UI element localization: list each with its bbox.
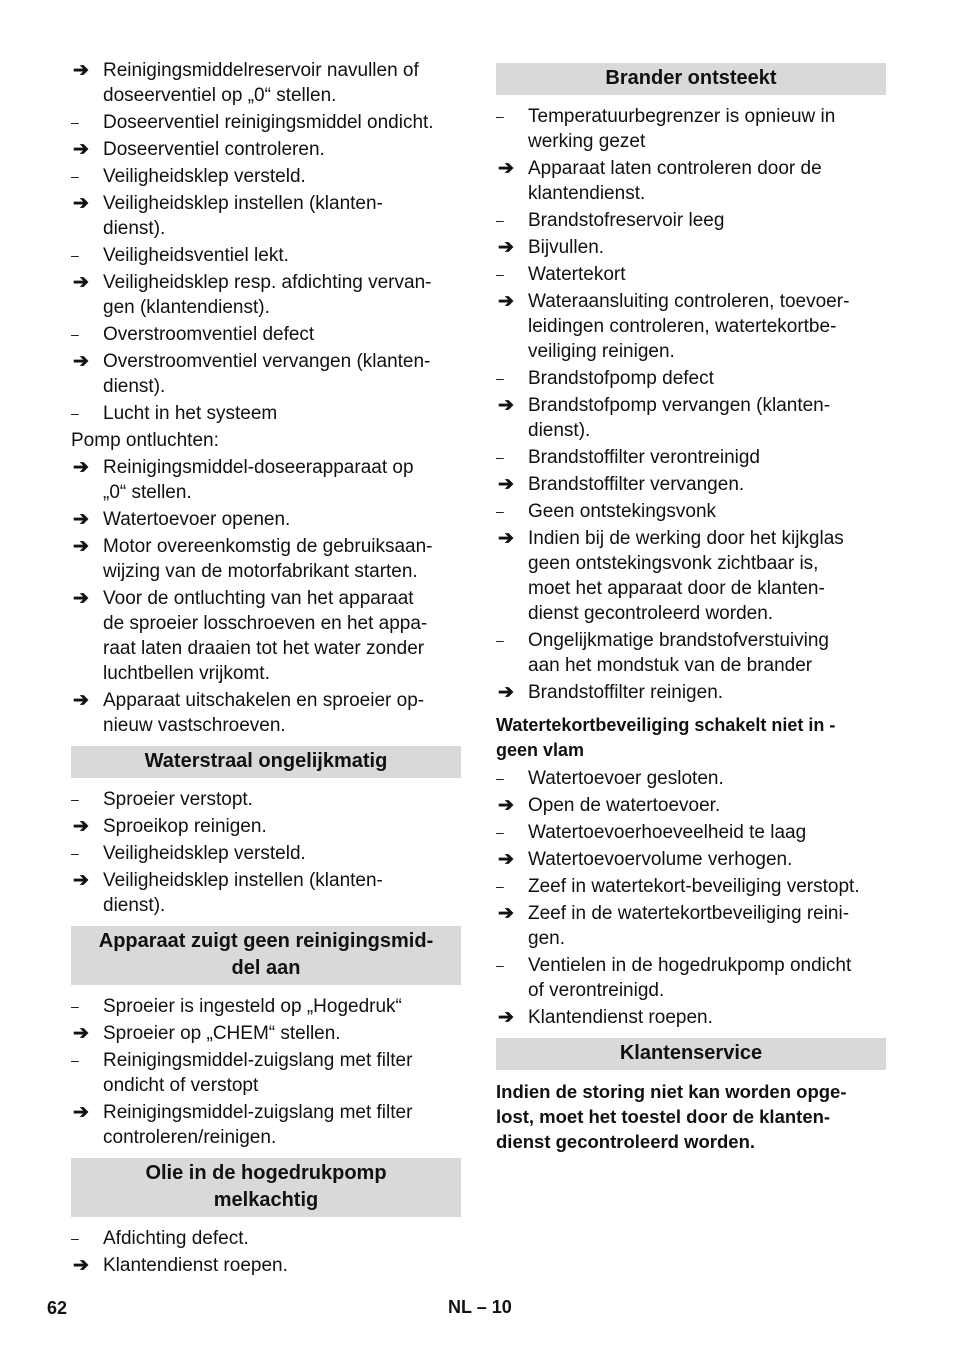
section-heading bbox=[496, 1038, 886, 1070]
action-item bbox=[71, 1021, 461, 1046]
text-line: Open de watertoevoer. bbox=[528, 795, 721, 816]
text-line: gen. bbox=[528, 928, 565, 949]
cause-item bbox=[496, 766, 886, 791]
text-line: Zeef in watertekort-beveiliging verstopt. bbox=[528, 876, 860, 897]
action-item bbox=[496, 156, 886, 206]
arrow-right-icon: ➔ bbox=[73, 457, 89, 478]
text-line: Watertekort bbox=[528, 264, 626, 285]
dash-icon: – bbox=[496, 212, 504, 228]
text-line: Sproeier is ingesteld op „Hogedruk“ bbox=[103, 996, 402, 1017]
cause-item bbox=[71, 110, 461, 135]
arrow-right-icon: ➔ bbox=[73, 60, 89, 81]
dash-icon: – bbox=[496, 370, 504, 386]
arrow-right-icon: ➔ bbox=[498, 849, 514, 870]
text-line: dienst). bbox=[528, 420, 591, 441]
action-item bbox=[496, 847, 886, 872]
arrow-right-icon: ➔ bbox=[73, 690, 89, 711]
text-line: Indien de storing niet kan worden opge- bbox=[496, 1081, 847, 1102]
dash-icon: – bbox=[496, 266, 504, 282]
cause-item bbox=[71, 787, 461, 812]
dash-icon: – bbox=[71, 168, 79, 184]
text-line: Watertekortbeveiliging schakelt niet in - bbox=[496, 715, 836, 735]
text-line: Brandstofpomp defect bbox=[528, 368, 714, 389]
arrow-right-icon: ➔ bbox=[498, 474, 514, 495]
cause-item bbox=[71, 164, 461, 189]
text-line: Sproeier op „CHEM“ stellen. bbox=[103, 1023, 341, 1044]
action-item bbox=[496, 472, 886, 497]
text-line: Ongelijkmatige brandstofverstuiving bbox=[528, 630, 829, 651]
arrow-right-icon: ➔ bbox=[498, 291, 514, 312]
action-item bbox=[496, 393, 886, 443]
cause-item bbox=[496, 262, 886, 287]
dash-icon: – bbox=[496, 503, 504, 519]
cause-item bbox=[496, 628, 886, 678]
dash-icon: – bbox=[496, 957, 504, 973]
text-line: raat laten draaien tot het water zonder bbox=[103, 638, 425, 659]
arrow-right-icon: ➔ bbox=[73, 1023, 89, 1044]
text-line: Reinigingsmiddelreservoir navullen of bbox=[103, 60, 419, 81]
action-item bbox=[71, 534, 461, 584]
text-line: Bijvullen. bbox=[528, 237, 605, 258]
text-line: dienst). bbox=[103, 376, 166, 397]
text-line: Voor de ontluchting van het apparaat bbox=[103, 588, 414, 609]
sub-heading bbox=[496, 713, 886, 763]
text-line: doseerventiel op „0“ stellen. bbox=[103, 85, 337, 106]
action-item bbox=[71, 349, 461, 399]
section-heading bbox=[71, 746, 461, 778]
dash-icon: – bbox=[71, 247, 79, 263]
text-line: Motor overeenkomstig de gebruiksaan- bbox=[103, 536, 433, 557]
dash-icon: – bbox=[496, 770, 504, 786]
action-item bbox=[71, 868, 461, 918]
arrow-right-icon: ➔ bbox=[73, 588, 89, 609]
text-line: Veiligheidsklep versteld. bbox=[103, 166, 306, 187]
text-line: Zeef in de watertekortbeveiliging reini- bbox=[528, 903, 850, 924]
text-line: de sproeier losschroeven en het appa- bbox=[103, 613, 428, 634]
right-column bbox=[496, 63, 886, 1154]
action-item bbox=[71, 1100, 461, 1150]
cause-item bbox=[71, 243, 461, 268]
text-line: Veiligheidsventiel lekt. bbox=[103, 245, 289, 266]
arrow-right-icon: ➔ bbox=[498, 158, 514, 179]
cause-item bbox=[496, 820, 886, 845]
text-line: Veiligheidsklep versteld. bbox=[103, 843, 306, 864]
cause-item bbox=[496, 366, 886, 391]
arrow-right-icon: ➔ bbox=[73, 272, 89, 293]
text-line: Doseerventiel controleren. bbox=[103, 139, 325, 160]
section-heading bbox=[71, 1158, 461, 1217]
text-line: luchtbellen vrijkomt. bbox=[103, 663, 270, 684]
page-number: 62 bbox=[47, 1298, 68, 1318]
text-line: Overstroomventiel defect bbox=[103, 324, 315, 345]
action-item bbox=[496, 235, 886, 260]
cause-item bbox=[496, 208, 886, 233]
dash-icon: – bbox=[496, 824, 504, 840]
text-line: controleren/reinigen. bbox=[103, 1127, 277, 1148]
action-item bbox=[496, 526, 886, 626]
cause-item bbox=[71, 994, 461, 1019]
cause-item bbox=[496, 104, 886, 154]
arrow-right-icon: ➔ bbox=[73, 351, 89, 372]
action-item bbox=[71, 1253, 461, 1278]
text-line: Temperatuurbegrenzer is opnieuw in bbox=[528, 106, 836, 127]
text-line: dienst gecontroleerd worden. bbox=[496, 1131, 756, 1152]
text-line: lost, moet het toestel door de klanten- bbox=[496, 1106, 831, 1127]
dash-icon: – bbox=[71, 114, 79, 130]
action-item bbox=[71, 455, 461, 505]
text-line: wijzing van de motorfabrikant starten. bbox=[103, 561, 418, 582]
text-line: moet het apparaat door de klanten- bbox=[528, 578, 825, 599]
text-line: Klantendienst roepen. bbox=[103, 1255, 288, 1276]
action-item bbox=[496, 793, 886, 818]
cause-item bbox=[71, 322, 461, 347]
text-line: Veiligheidsklep instellen (klanten- bbox=[103, 193, 383, 214]
text-line: Wateraansluiting controleren, toevoer- bbox=[528, 291, 850, 312]
action-item bbox=[496, 289, 886, 364]
arrow-right-icon: ➔ bbox=[73, 139, 89, 160]
dash-icon: – bbox=[496, 449, 504, 465]
text-line: „0“ stellen. bbox=[103, 482, 192, 503]
dash-icon: – bbox=[496, 108, 504, 124]
text-line: Sproeier verstopt. bbox=[103, 789, 253, 810]
dash-icon: – bbox=[71, 1052, 79, 1068]
dash-icon: – bbox=[496, 878, 504, 894]
arrow-right-icon: ➔ bbox=[498, 903, 514, 924]
action-item bbox=[496, 901, 886, 951]
cause-item bbox=[496, 445, 886, 470]
section-heading bbox=[496, 63, 886, 95]
text-line: Apparaat laten controleren door de bbox=[528, 158, 822, 179]
action-item bbox=[71, 688, 461, 738]
text-line: werking gezet bbox=[528, 131, 646, 152]
text-line: Doseerventiel reinigingsmiddel ondicht. bbox=[103, 112, 434, 133]
cause-item bbox=[496, 874, 886, 899]
cause-item bbox=[71, 1048, 461, 1098]
cause-item bbox=[71, 401, 461, 426]
sub-page-number: – 10 bbox=[476, 1297, 512, 1317]
arrow-right-icon: ➔ bbox=[498, 682, 514, 703]
text-line: Olie in de hogedrukpomp bbox=[145, 1162, 387, 1184]
text-line: klantendienst. bbox=[528, 183, 646, 204]
text-line: Reinigingsmiddel-zuigslang met filter bbox=[103, 1102, 413, 1123]
text-line: Watertoevoervolume verhogen. bbox=[528, 849, 793, 870]
arrow-right-icon: ➔ bbox=[73, 816, 89, 837]
text-line: Klantenservice bbox=[619, 1042, 763, 1064]
text-line: veiliging reinigen. bbox=[528, 341, 675, 362]
action-item bbox=[71, 586, 461, 686]
text-line: Watertoevoer gesloten. bbox=[528, 768, 724, 789]
text-line: Brandstoffilter verontreinigd bbox=[528, 447, 760, 468]
cause-item bbox=[496, 953, 886, 1003]
text-line: dienst). bbox=[103, 218, 166, 239]
action-item bbox=[71, 270, 461, 320]
text-line: dienst gecontroleerd worden. bbox=[528, 603, 774, 624]
text-line: gen (klantendienst). bbox=[103, 297, 270, 318]
action-item bbox=[496, 1005, 886, 1030]
text-line: Sproeikop reinigen. bbox=[103, 816, 267, 837]
cause-item bbox=[496, 499, 886, 524]
text-line: Geen ontstekingsvonk bbox=[528, 501, 717, 522]
text-line: Ventielen in de hogedrukpomp ondicht bbox=[528, 955, 852, 976]
text-line: Reinigingsmiddel-zuigslang met filter bbox=[103, 1050, 413, 1071]
text-line: Brander ontsteekt bbox=[605, 67, 777, 89]
text-line: Lucht in het systeem bbox=[103, 403, 278, 424]
left-column bbox=[71, 58, 461, 1280]
text-line: aan het mondstuk van de brander bbox=[528, 655, 813, 676]
text-line: Brandstofpomp vervangen (klanten- bbox=[528, 395, 831, 416]
text-line: Waterstraal ongelijkmatig bbox=[144, 750, 388, 772]
text-line: Brandstoffilter vervangen. bbox=[528, 474, 745, 495]
text-line: Veiligheidsklep instellen (klanten- bbox=[103, 870, 383, 891]
action-item bbox=[71, 191, 461, 241]
dash-icon: – bbox=[71, 791, 79, 807]
section-heading bbox=[71, 926, 461, 985]
action-item bbox=[71, 814, 461, 839]
action-item bbox=[496, 680, 886, 705]
arrow-right-icon: ➔ bbox=[73, 1255, 89, 1276]
text-line: leidingen controleren, watertekortbe- bbox=[528, 316, 837, 337]
arrow-right-icon: ➔ bbox=[73, 509, 89, 530]
text-line: dienst). bbox=[103, 895, 166, 916]
dash-icon: – bbox=[71, 326, 79, 342]
text-line: Watertoevoerhoeveelheid te laag bbox=[528, 822, 807, 843]
text-line: Afdichting defect. bbox=[103, 1228, 249, 1249]
text-line: Indien bij de werking door het kijkglas bbox=[528, 528, 844, 549]
action-item bbox=[71, 137, 461, 162]
text-line: Brandstofreservoir leeg bbox=[528, 210, 725, 231]
dash-icon: – bbox=[71, 998, 79, 1014]
page-section-label bbox=[448, 1297, 512, 1318]
text-line: of verontreinigd. bbox=[528, 980, 665, 1001]
arrow-right-icon: ➔ bbox=[498, 528, 514, 549]
language-code: NL bbox=[448, 1297, 472, 1317]
cause-item bbox=[71, 1226, 461, 1251]
text-line: geen ontstekingsvonk zichtbaar is, bbox=[528, 553, 819, 574]
action-item bbox=[71, 58, 461, 108]
text-line: Apparaat zuigt geen reinigingsmid- bbox=[98, 930, 434, 952]
text-line: Overstroomventiel vervangen (klanten- bbox=[103, 351, 431, 372]
paragraph bbox=[71, 428, 461, 453]
text-line: Veiligheidsklep resp. afdichting vervan- bbox=[103, 272, 432, 293]
text-line: Watertoevoer openen. bbox=[103, 509, 291, 530]
arrow-right-icon: ➔ bbox=[498, 1007, 514, 1028]
arrow-right-icon: ➔ bbox=[73, 870, 89, 891]
text-line: geen vlam bbox=[496, 740, 585, 760]
dash-icon: – bbox=[71, 405, 79, 421]
text-line: melkachtig bbox=[213, 1189, 319, 1211]
text-line: Pomp ontluchten: bbox=[71, 430, 219, 451]
text-line: Klantendienst roepen. bbox=[528, 1007, 713, 1028]
arrow-right-icon: ➔ bbox=[498, 395, 514, 416]
arrow-right-icon: ➔ bbox=[498, 795, 514, 816]
dash-icon: – bbox=[496, 632, 504, 648]
text-line: Apparaat uitschakelen en sproeier op- bbox=[103, 690, 425, 711]
arrow-right-icon: ➔ bbox=[498, 237, 514, 258]
text-line: del aan bbox=[231, 957, 301, 979]
paragraph bbox=[496, 1079, 886, 1154]
text-line: ondicht of verstopt bbox=[103, 1075, 259, 1096]
arrow-right-icon: ➔ bbox=[73, 193, 89, 214]
action-item bbox=[71, 507, 461, 532]
dash-icon: – bbox=[71, 1230, 79, 1246]
arrow-right-icon: ➔ bbox=[73, 536, 89, 557]
text-line: Brandstoffilter reinigen. bbox=[528, 682, 724, 703]
arrow-right-icon: ➔ bbox=[73, 1102, 89, 1123]
text-line: nieuw vastschroeven. bbox=[103, 715, 286, 736]
text-line: Reinigingsmiddel-doseerapparaat op bbox=[103, 457, 414, 478]
dash-icon: – bbox=[71, 845, 79, 861]
cause-item bbox=[71, 841, 461, 866]
